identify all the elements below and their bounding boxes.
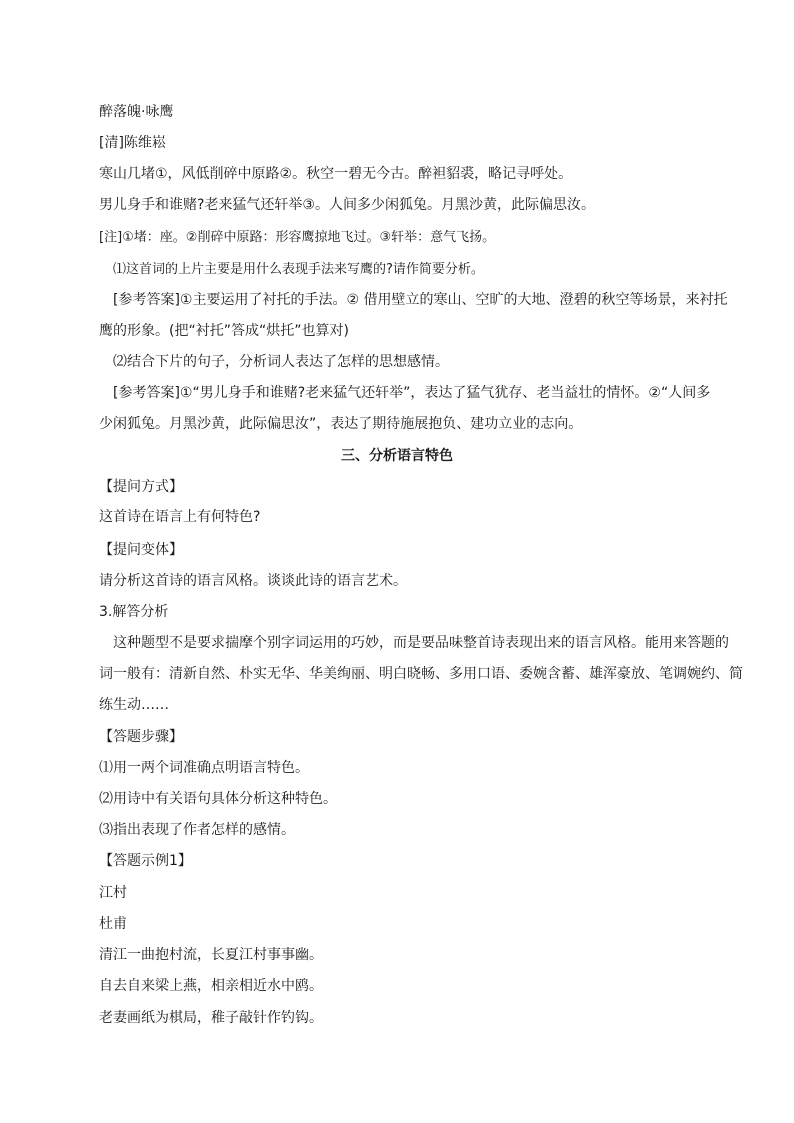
example-poem-title: 江村 — [99, 885, 127, 901]
answer-2-line-1: [参考答案]①“男儿身手和谁赌?老来猛气还轩举”，表达了猛气犹存、老当益壮的情怀。②“人间多 — [113, 385, 711, 401]
answer-1-line-2: 鹰的形象。(把“衬托”答成“烘托”也算对) — [99, 323, 349, 339]
question-method-text: 这首诗在语言上有何特色? — [99, 509, 261, 525]
poem-title: 醉落魄·咏鹰 — [99, 104, 174, 120]
poem-line-2: 男儿身手和谁赌?老来猛气还轩举③。人间多少闲狐兔。月黑沙黄，此际偏思汝。 — [99, 197, 595, 213]
poem-note: [注]①堵：座。②削碎中原路：形容鹰掠地飞过。③轩举：意气飞扬。 — [99, 230, 496, 245]
analysis-paragraph-line-1: 这种题型不是要求揣摩个别字词运用的巧妙，而是要品味整首诗表现出来的语言风格。能用来答题的 — [113, 635, 729, 651]
example-poem-line-2: 自去自来梁上燕，相亲相近水中鸥。 — [99, 978, 323, 994]
step-3: ⑶指出表现了作者怎样的感情。 — [99, 822, 295, 838]
label-question-variant: 【提问变体】 — [99, 542, 183, 558]
question-variant-text: 请分析这首诗的语言风格。谈谈此诗的语言艺术。 — [99, 573, 407, 589]
step-1: ⑴用一两个词准确点明语言特色。 — [99, 760, 309, 776]
poem-author: [清]陈维崧 — [99, 135, 166, 151]
answer-2-line-2: 少闲狐兔。月黑沙黄，此际偏思汝”，表达了期待施展抱负、建功立业的志向。 — [99, 416, 583, 432]
step-2: ⑵用诗中有关语句具体分析这种特色。 — [99, 791, 337, 807]
analysis-paragraph-line-2: 词一般有：清新自然、朴实无华、华美绚丽、明白晓畅、多用口语、委婉含蓄、雄浑豪放、笔调婉约、简 — [99, 666, 743, 682]
analysis-paragraph-line-3: 练生动…… — [99, 697, 169, 713]
question-1: ⑴这首词的上片主要是用什么表现手法来写鹰的?请作简要分析。 — [113, 262, 484, 277]
answer-1-line-1: [参考答案]①主要运用了衬托的手法。② 借用壁立的寒山、空旷的大地、澄碧的秋空等场景，来衬托 — [113, 292, 728, 308]
label-answer-example: 【答题示例1】 — [99, 853, 192, 869]
poem-line-1: 寒山几堵①，风低削碎中原路②。秋空一碧无今古。醉袒貂裘，略记寻呼处。 — [99, 166, 573, 182]
example-poem-line-3: 老妻画纸为棋局，稚子敲针作钓钩。 — [99, 1010, 323, 1026]
section-heading: 三、分析语言特色 — [341, 448, 453, 464]
example-poem-author: 杜甫 — [99, 916, 127, 932]
analysis-heading: 3.解答分析 — [99, 604, 169, 620]
question-2: ⑵结合下片的句子，分析词人表达了怎样的思想感情。 — [113, 354, 449, 370]
example-poem-line-1: 清江一曲抱村流，长夏江村事事幽。 — [99, 947, 323, 963]
label-question-method: 【提问方式】 — [99, 479, 183, 495]
label-answer-steps: 【答题步骤】 — [99, 729, 183, 745]
